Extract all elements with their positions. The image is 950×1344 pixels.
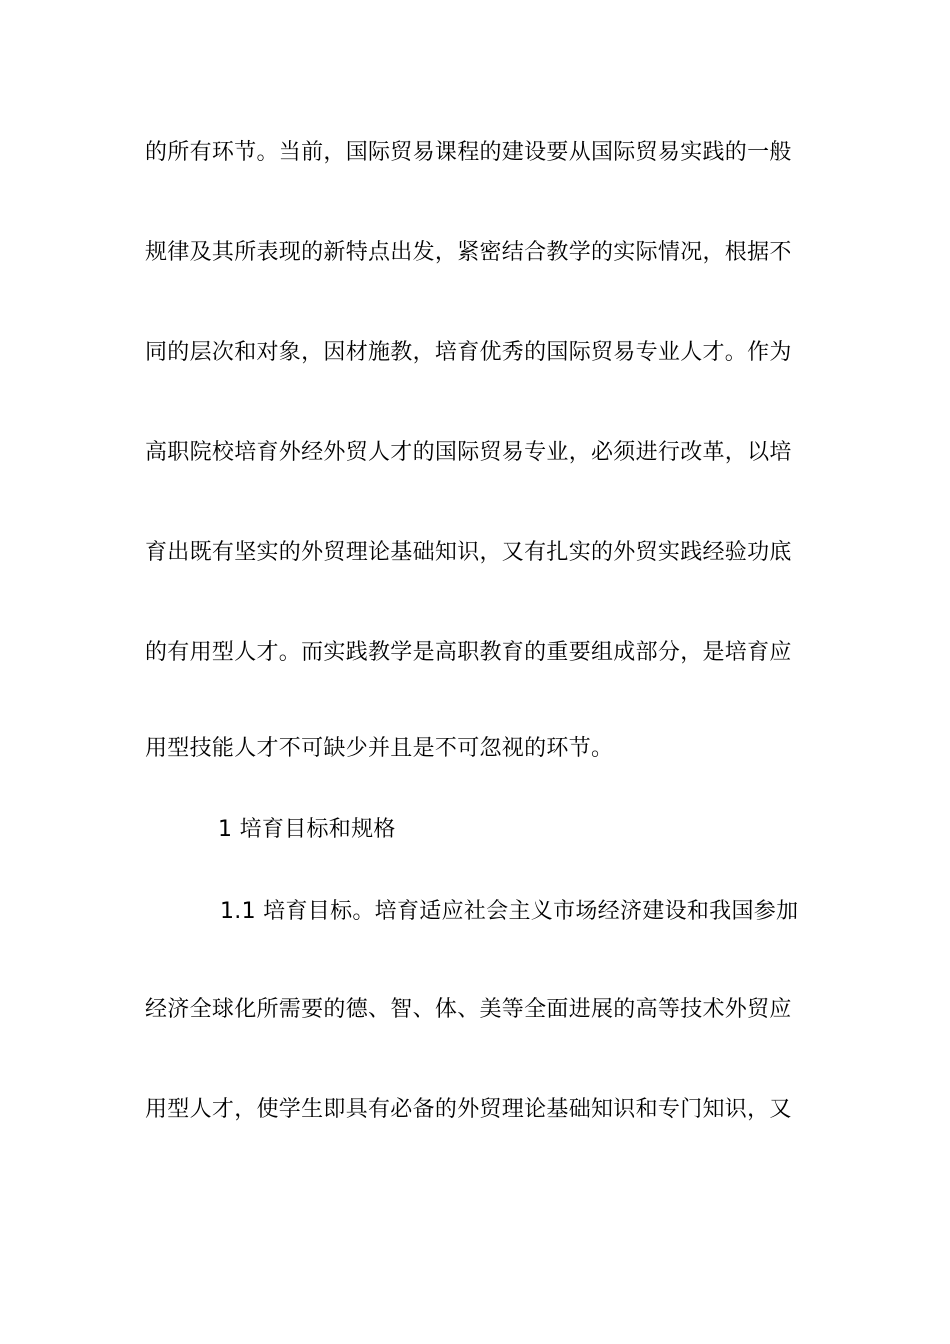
paragraph-line-1: 的所有环节。当前，国际贸易课程的建设要从国际贸易实践的一般 xyxy=(145,140,792,165)
subsection-line-2: 经济全球化所需要的德、智、体、美等全面进展的高等技术外贸应 xyxy=(145,997,792,1022)
paragraph-line-7: 用型技能人才不可缺少并且是不可忽视的环节。 xyxy=(145,736,614,761)
section-heading: 1 培育目标和规格 xyxy=(218,817,396,842)
paragraph-line-6: 的有用型人才。而实践教学是高职教育的重要组成部分，是培育应 xyxy=(145,640,792,665)
paragraph-line-3: 同的层次和对象，因材施教，培育优秀的国际贸易专业人才。作为 xyxy=(145,340,792,365)
paragraph-line-5: 育出既有坚实的外贸理论基础知识，又有扎实的外贸实践经验功底 xyxy=(145,540,792,565)
paragraph-line-2: 规律及其所表现的新特点出发，紧密结合教学的实际情况，根据不 xyxy=(145,240,792,265)
subsection-line-1: 1.1 培育目标。培育适应社会主义市场经济建设和我国参加 xyxy=(220,899,799,924)
subsection-line-3: 用型人才，使学生即具有必备的外贸理论基础知识和专门知识，又 xyxy=(145,1097,792,1122)
paragraph-line-4: 高职院校培育外经外贸人才的国际贸易专业，必须进行改革，以培 xyxy=(145,440,792,465)
